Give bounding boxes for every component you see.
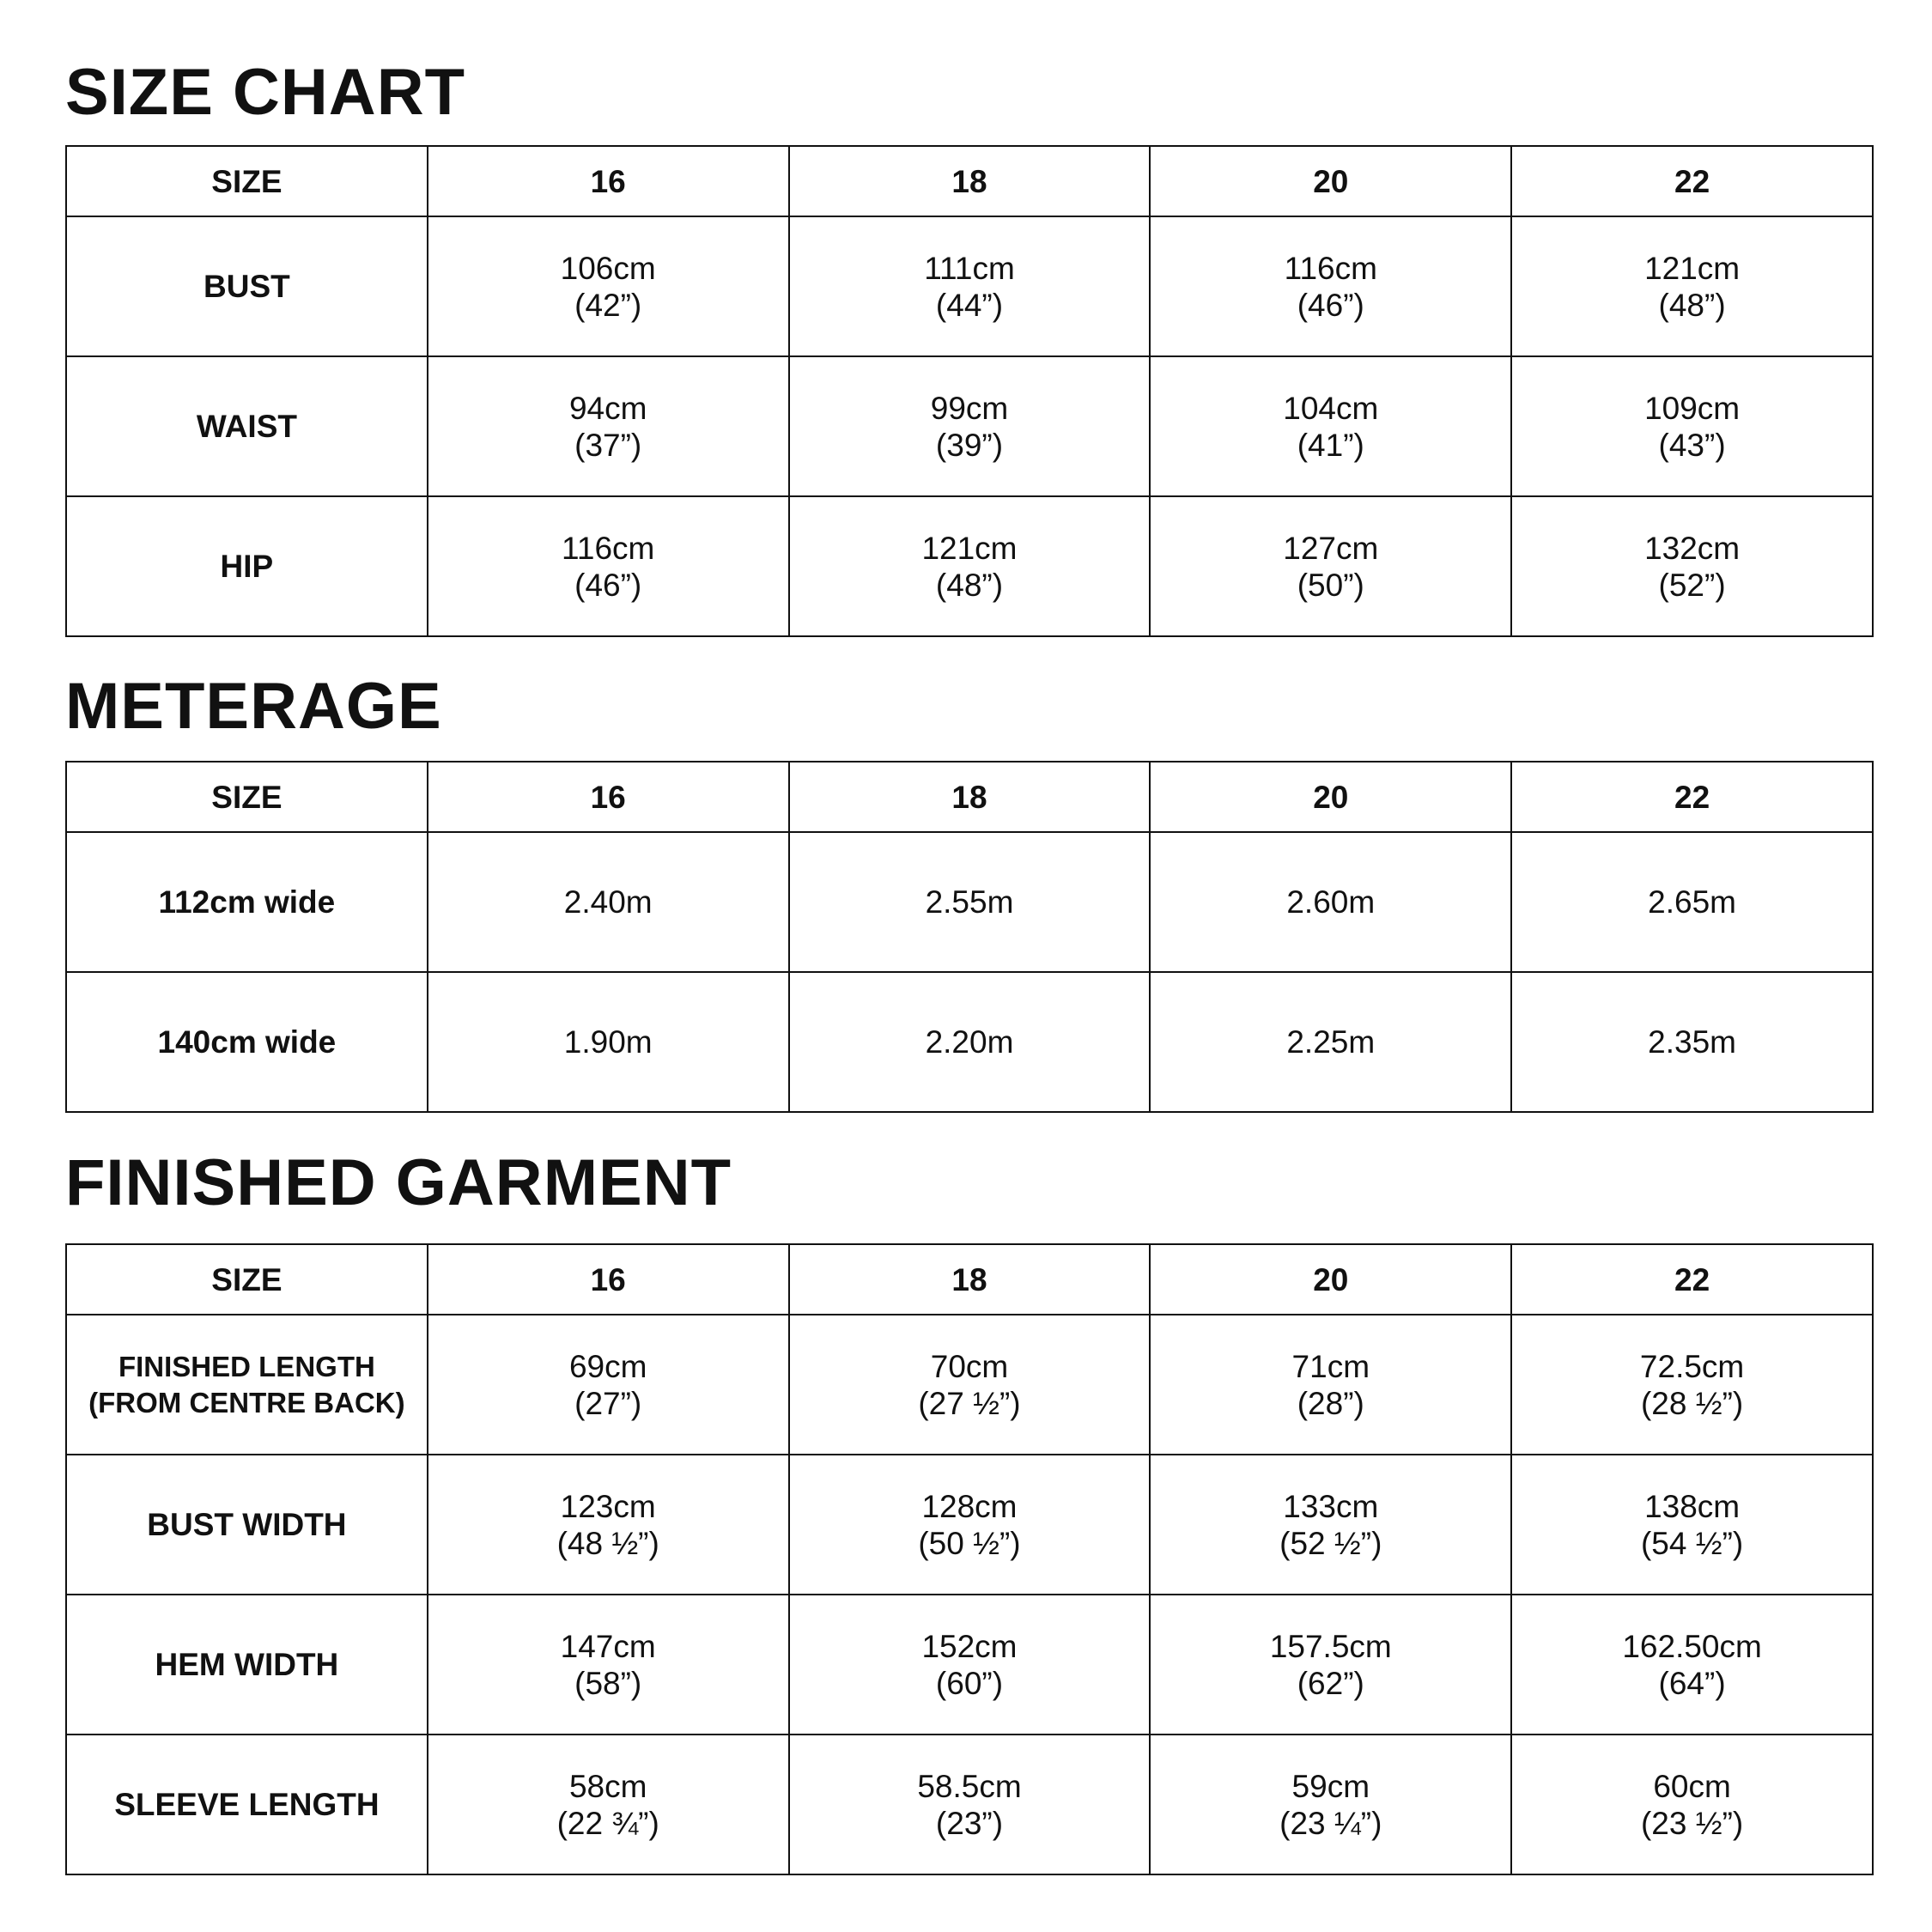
table-cell: 72.5cm (28 ½”) <box>1511 1315 1873 1455</box>
table-cell: 121cm (48”) <box>789 496 1151 636</box>
row-label: HIP <box>66 496 428 636</box>
header-cell: SIZE <box>66 146 428 216</box>
table-row <box>66 496 1873 636</box>
table-cell: 157.5cm (62”) <box>1150 1595 1511 1735</box>
table-cell: 2.55m <box>789 832 1151 972</box>
row-label: BUST <box>66 216 428 356</box>
table-cell: 121cm (48”) <box>1511 216 1873 356</box>
table-cell: 99cm (39”) <box>789 356 1151 496</box>
table-cell: 106cm (42”) <box>428 216 789 356</box>
size-chart-title: SIZE CHART <box>65 56 465 129</box>
row-label: 140cm wide <box>66 972 428 1112</box>
table-cell: 70cm (27 ½”) <box>789 1315 1151 1455</box>
table-cell: 58cm (22 ¾”) <box>428 1735 789 1874</box>
table-cell: 2.40m <box>428 832 789 972</box>
table-header-row <box>66 762 1873 832</box>
finished-garment-title: FINISHED GARMENT <box>65 1146 732 1219</box>
table-cell: 69cm (27”) <box>428 1315 789 1455</box>
row-label: 112cm wide <box>66 832 428 972</box>
table-cell: 128cm (50 ½”) <box>789 1455 1151 1595</box>
header-cell: 16 <box>428 762 789 832</box>
header-cell: 18 <box>789 146 1151 216</box>
row-label: FINISHED LENGTH (FROM CENTRE BACK) <box>66 1315 428 1455</box>
meterage-title: METERAGE <box>65 670 442 743</box>
table-cell: 123cm (48 ½”) <box>428 1455 789 1595</box>
meterage-table <box>65 761 1874 1113</box>
table-header-row <box>66 1244 1873 1315</box>
table-row <box>66 356 1873 496</box>
table-cell: 116cm (46”) <box>1150 216 1511 356</box>
table-cell: 60cm (23 ½”) <box>1511 1735 1873 1874</box>
table-cell: 2.65m <box>1511 832 1873 972</box>
table-cell: 58.5cm (23”) <box>789 1735 1151 1874</box>
row-label: WAIST <box>66 356 428 496</box>
table-cell: 104cm (41”) <box>1150 356 1511 496</box>
header-cell: 22 <box>1511 762 1873 832</box>
table-cell: 94cm (37”) <box>428 356 789 496</box>
table-cell: 138cm (54 ½”) <box>1511 1455 1873 1595</box>
header-cell: 16 <box>428 1244 789 1315</box>
table-cell: 2.35m <box>1511 972 1873 1112</box>
table-row <box>66 1735 1873 1874</box>
header-cell: 20 <box>1150 762 1511 832</box>
header-cell: 16 <box>428 146 789 216</box>
finished-garment-table <box>65 1243 1874 1875</box>
header-cell: SIZE <box>66 1244 428 1315</box>
row-label: BUST WIDTH <box>66 1455 428 1595</box>
row-label: HEM WIDTH <box>66 1595 428 1735</box>
table-header-row <box>66 146 1873 216</box>
table-row <box>66 1595 1873 1735</box>
table-cell: 133cm (52 ½”) <box>1150 1455 1511 1595</box>
table-cell: 109cm (43”) <box>1511 356 1873 496</box>
table-cell: 127cm (50”) <box>1150 496 1511 636</box>
table-cell: 162.50cm (64”) <box>1511 1595 1873 1735</box>
header-cell: 18 <box>789 1244 1151 1315</box>
table-cell: 111cm (44”) <box>789 216 1151 356</box>
table-cell: 116cm (46”) <box>428 496 789 636</box>
header-cell: 22 <box>1511 146 1873 216</box>
table-row <box>66 972 1873 1112</box>
table-cell: 132cm (52”) <box>1511 496 1873 636</box>
row-label: SLEEVE LENGTH <box>66 1735 428 1874</box>
table-row <box>66 832 1873 972</box>
table-row <box>66 216 1873 356</box>
header-cell: 20 <box>1150 146 1511 216</box>
table-cell: 2.20m <box>789 972 1151 1112</box>
table-cell: 2.25m <box>1150 972 1511 1112</box>
table-cell: 71cm (28”) <box>1150 1315 1511 1455</box>
size-chart-table <box>65 145 1874 637</box>
header-cell: SIZE <box>66 762 428 832</box>
table-cell: 147cm (58”) <box>428 1595 789 1735</box>
table-cell: 1.90m <box>428 972 789 1112</box>
table-cell: 59cm (23 ¼”) <box>1150 1735 1511 1874</box>
header-cell: 20 <box>1150 1244 1511 1315</box>
header-cell: 18 <box>789 762 1151 832</box>
table-cell: 152cm (60”) <box>789 1595 1151 1735</box>
table-row <box>66 1455 1873 1595</box>
header-cell: 22 <box>1511 1244 1873 1315</box>
table-row <box>66 1315 1873 1455</box>
table-cell: 2.60m <box>1150 832 1511 972</box>
